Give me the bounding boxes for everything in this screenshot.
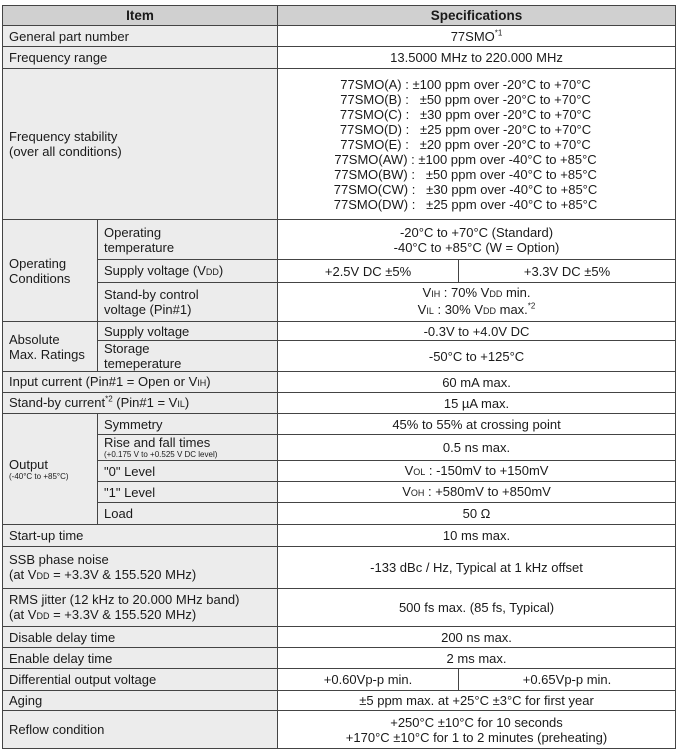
subscript: DD (205, 266, 219, 277)
text: ) (206, 373, 211, 389)
row-label (3, 393, 278, 414)
row-value: 60 mA max. (278, 372, 676, 393)
text: : +580mV to +850mV (424, 483, 551, 499)
table-row (3, 341, 676, 372)
row-value: +0.60Vp-p min. (278, 669, 459, 691)
subscript: IL (426, 306, 434, 316)
table-row (3, 648, 676, 669)
footnote: *2 (105, 394, 113, 404)
table-row (3, 669, 676, 691)
row-label: Aging (3, 691, 278, 711)
subscript: DD (483, 306, 496, 316)
text: min. (502, 285, 531, 300)
row-value: -0.3V to +4.0V DC (278, 322, 676, 341)
row-label: Differential output voltage (3, 669, 278, 691)
text: V (404, 462, 414, 478)
subscript: IL (177, 398, 185, 409)
label-text: Supply voltage (V (104, 262, 206, 278)
row-label: Symmetry (98, 414, 278, 435)
subscript: IH (197, 377, 207, 388)
table-row (3, 482, 676, 503)
label-line: SSB phase noise (9, 551, 109, 567)
header-item: Item (3, 6, 278, 26)
stability-line: 77SMO(DW) : ±25 ppm over -40°C to +85°C (333, 196, 598, 212)
label-line: voltage (Pin#1) (104, 302, 192, 317)
label-line: Output (9, 456, 49, 472)
subscript: DD (36, 570, 50, 581)
group-label (3, 220, 98, 322)
label-line: (+0.175 V to +0.525 V DC level) (104, 450, 218, 459)
subscript: OH (410, 487, 425, 498)
row-label (3, 372, 278, 393)
table-row (3, 372, 676, 393)
subscript: DD (489, 289, 503, 299)
value-line: +250°C ±10°C for 10 seconds (390, 714, 563, 730)
table-row (3, 47, 676, 69)
row-label (98, 220, 278, 260)
label-line (9, 607, 271, 624)
table-row (3, 322, 676, 341)
vil-line (284, 302, 669, 319)
label-line: (-40°C to +85°C) (9, 471, 69, 481)
value-line: -20°C to +70°C (Standard) (399, 224, 554, 240)
part-number: 77SMO (450, 28, 495, 44)
row-label: Frequency range (3, 47, 278, 69)
label-line: Stand-by control (104, 287, 199, 302)
text: (Pin#1 = V (112, 394, 178, 410)
label-line: Storage (104, 341, 150, 356)
table-row (3, 525, 676, 547)
row-value: 45% to 55% at crossing point (278, 414, 676, 435)
text: (at V (9, 606, 37, 622)
label-line: temperature (104, 239, 175, 255)
table-row (3, 711, 676, 749)
row-label (3, 589, 278, 627)
stability-line: 77SMO(BW) : ±50 ppm over -40°C to +85°C (334, 166, 597, 182)
row-label (98, 341, 278, 372)
text: V (422, 285, 432, 300)
stability-line: 77SMO(A) : ±100 ppm over -20°C to +70°C (340, 76, 591, 92)
table-row (3, 26, 676, 47)
table-row (3, 283, 676, 322)
specifications-table (2, 5, 676, 749)
row-value: 500 fs max. (85 fs, Typical) (278, 589, 676, 627)
text: V (402, 483, 411, 499)
text: Stand-by current (9, 394, 106, 410)
label-line: Absolute (9, 331, 60, 347)
value-line: -40°C to +85°C (W = Option) (393, 239, 560, 255)
header-row (3, 6, 676, 26)
subscript: OL (413, 466, 426, 477)
stability-line: 77SMO(CW) : ±30 ppm over -40°C to +85°C (333, 181, 598, 197)
text: Input current (Pin#1 = Open or V (9, 373, 198, 389)
row-label: Load (98, 503, 278, 525)
table-row (3, 435, 676, 461)
row-label (98, 435, 278, 461)
label-text: ) (218, 262, 224, 278)
label-line: Operating (104, 224, 162, 240)
row-value: +3.3V DC ±5% (459, 260, 676, 283)
row-value: 10 ms max. (278, 525, 676, 547)
row-label: Reflow condition (3, 711, 278, 749)
row-value: 15 µA max. (278, 393, 676, 414)
label-line: (over all conditions) (9, 144, 122, 159)
text: V (417, 302, 427, 317)
label-line: Rise and fall times (104, 435, 211, 450)
row-value (278, 482, 676, 503)
row-value: +0.65Vp-p min. (459, 669, 676, 691)
vih-line (284, 285, 669, 302)
row-value: 0.5 ns max. (278, 435, 676, 461)
row-value (278, 220, 676, 260)
table-row (3, 547, 676, 589)
stability-line: 77SMO(D) : ±25 ppm over -20°C to +70°C (339, 121, 592, 137)
row-label (98, 260, 278, 283)
row-value: ±5 ppm max. at +25°C ±3°C for first year (278, 691, 676, 711)
text: = +3.3V & 155.520 MHz) (49, 566, 197, 582)
table-row (3, 589, 676, 627)
text: : 70% V (440, 285, 490, 300)
table-row (3, 260, 676, 283)
footnote: *2 (527, 301, 536, 311)
stability-line: 77SMO(C) : ±30 ppm over -20°C to +70°C (339, 106, 592, 122)
table-row (3, 503, 676, 525)
row-value: -50°C to +125°C (278, 341, 676, 372)
row-label: Supply voltage (98, 322, 278, 341)
row-label (98, 283, 278, 322)
group-label (3, 414, 98, 525)
label-line: Max. Ratings (9, 346, 85, 362)
row-value (278, 26, 676, 47)
text: max. (496, 302, 528, 317)
text: : 30% V (433, 302, 483, 317)
row-label: Disable delay time (3, 627, 278, 648)
stability-line: 77SMO(AW) : ±100 ppm over -40°C to +85°C (334, 151, 597, 167)
row-value (278, 283, 676, 322)
text: = +3.3V & 155.520 MHz) (49, 606, 197, 622)
text: : -150mV to +150mV (425, 462, 549, 478)
table-row (3, 414, 676, 435)
table-row (3, 627, 676, 648)
row-value: 50 Ω (278, 503, 676, 525)
label-line: temeperature (104, 356, 182, 371)
stability-list (278, 69, 676, 220)
row-value (278, 461, 676, 482)
row-label: Enable delay time (3, 648, 278, 669)
text: (at V (9, 566, 37, 582)
label-line: Operating (9, 255, 67, 271)
label-line: RMS jitter (12 kHz to 20.000 MHz band) (9, 591, 240, 607)
row-value: -133 dBc / Hz, Typical at 1 kHz offset (278, 547, 676, 589)
table-row (3, 691, 676, 711)
group-label (3, 322, 98, 372)
row-label: "1" Level (98, 482, 278, 503)
subscript: IH (431, 289, 441, 299)
row-value (278, 711, 676, 749)
label-line (9, 567, 271, 584)
subscript: DD (36, 610, 50, 621)
row-label: General part number (3, 26, 278, 47)
label-line: Frequency stability (9, 129, 118, 144)
row-value: +2.5V DC ±5% (278, 260, 459, 283)
stability-line: 77SMO(B) : ±50 ppm over -20°C to +70°C (340, 91, 591, 107)
stability-line: 77SMO(E) : ±20 ppm over -20°C to +70°C (340, 136, 591, 152)
label-line: Conditions (9, 270, 71, 286)
row-value: 2 ms max. (278, 648, 676, 669)
row-label (3, 547, 278, 589)
row-value: 200 ns max. (278, 627, 676, 648)
table-row (3, 69, 676, 220)
row-label (3, 69, 278, 220)
table-row (3, 461, 676, 482)
row-label: "0" Level (98, 461, 278, 482)
footnote: *1 (494, 28, 503, 38)
header-specifications: Specifications (278, 6, 676, 26)
table-row (3, 393, 676, 414)
row-label: Start-up time (3, 525, 278, 547)
row-value: 13.5000 MHz to 220.000 MHz (278, 47, 676, 69)
text: ) (184, 394, 190, 410)
value-line: +170°C ±10°C for 1 to 2 minutes (preheating) (345, 729, 608, 745)
table-row (3, 220, 676, 260)
